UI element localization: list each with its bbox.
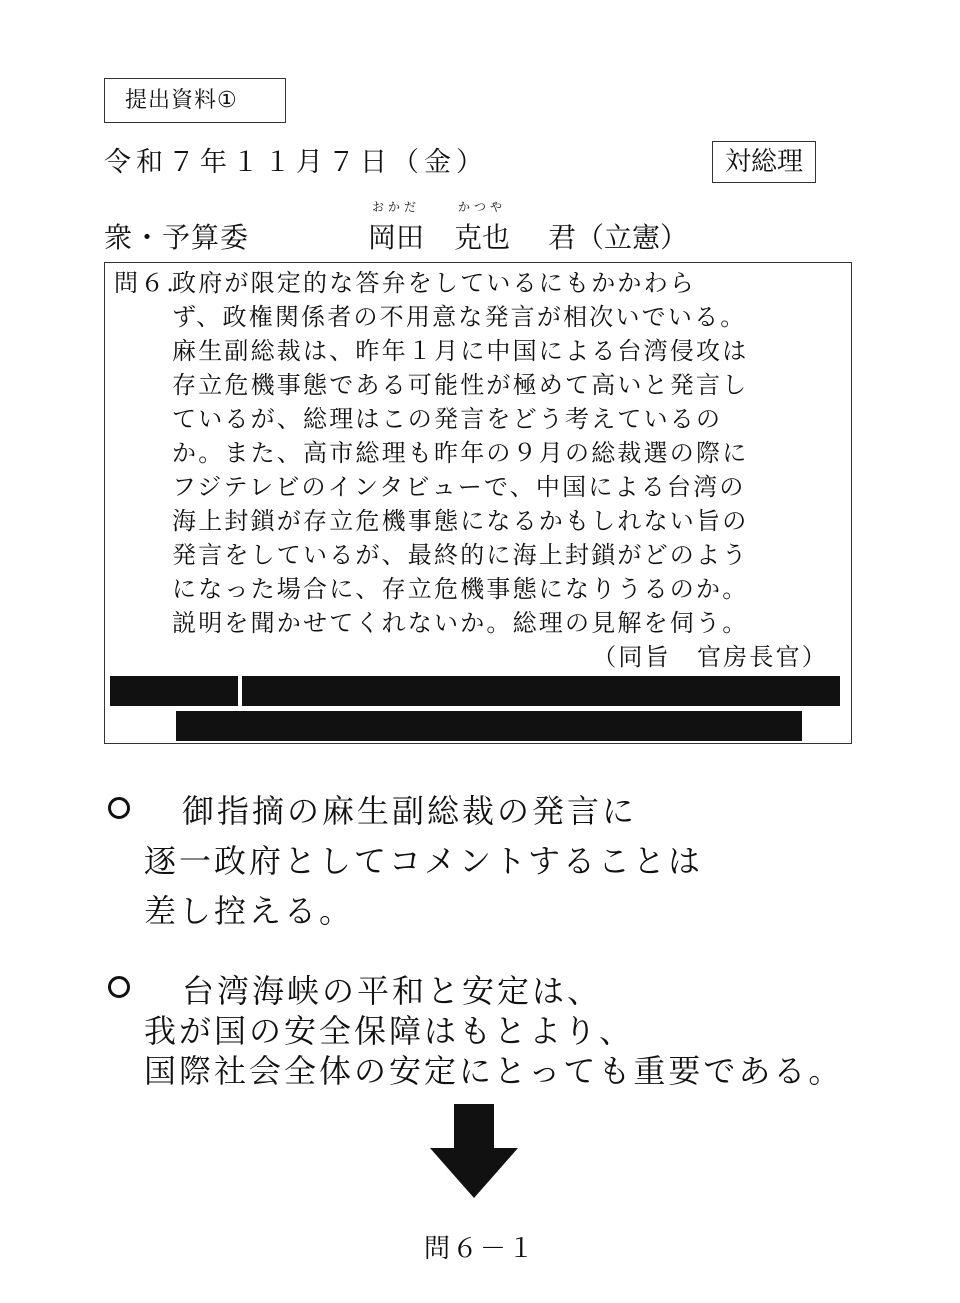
page-label: 問６－１ <box>423 1234 536 1264</box>
same-question-note: （同旨 官房長官） <box>592 643 828 671</box>
questioner-party: 君（立憲） <box>548 221 689 254</box>
answer-line: 国際社会全体の安定にとっても重要である。 <box>144 1052 844 1090</box>
question-number: 問６． <box>114 269 193 297</box>
date: 令和７年１１月７日（金） <box>104 147 488 178</box>
question-line: 存立危機事態である可能性が極めて高いと発言し <box>172 371 749 399</box>
answer-line: 台湾海峡の平和と安定は、 <box>182 972 603 1010</box>
committee: 衆・予算委 <box>104 221 250 254</box>
question-line: ているが、総理はこの発言をどう考えているの <box>172 405 723 433</box>
material-label: 提出資料① <box>104 78 286 123</box>
answer-bullet <box>108 976 130 998</box>
arrow-down-icon <box>428 1104 520 1200</box>
question-line: 政府が限定的な答弁をしているにもかかわら <box>172 269 696 297</box>
surname-reading: おかだ <box>372 200 421 214</box>
question-line: 説明を聞かせてくれないか。総理の見解を伺う。 <box>172 609 749 637</box>
answer-line: 差し控える。 <box>144 892 355 930</box>
questioner-surname: おかだ 岡田 <box>368 200 425 254</box>
answer-line: 逐一政府としてコメントすることは <box>144 842 704 880</box>
question-line: か。また、高市総理も昨年の９月の総裁選の際に <box>172 439 749 467</box>
question-line: フジテレビのインタビューで、中国による台湾の <box>172 473 746 501</box>
question-text <box>114 266 844 674</box>
questioner-given-name: かつや 克也 <box>454 200 511 254</box>
question-line: 麻生副総裁は、昨年１月に中国による台湾侵攻は <box>172 337 749 365</box>
questioner <box>368 200 689 256</box>
redaction-bar <box>176 711 802 741</box>
question-line: ず、政権関係者の不用意な発言が相次いでいる。 <box>172 303 747 331</box>
question-line: になった場合に、存立危機事態になりうるのか。 <box>172 575 749 603</box>
given-name-reading: かつや <box>458 200 507 214</box>
question-line: 海上封鎖が存立危機事態になるかもしれない旨の <box>172 507 749 535</box>
answer-line: 御指摘の麻生副総裁の発言に <box>182 792 638 830</box>
redaction-bar <box>242 676 840 706</box>
answer-bullet <box>108 797 130 819</box>
answer-line: 我が国の安全保障はもとより、 <box>144 1012 635 1050</box>
question-line: 発言をしているが、最終的に海上封鎖がどのよう <box>172 541 749 569</box>
target-badge: 対総理 <box>712 141 816 183</box>
redaction-bar <box>110 676 238 706</box>
